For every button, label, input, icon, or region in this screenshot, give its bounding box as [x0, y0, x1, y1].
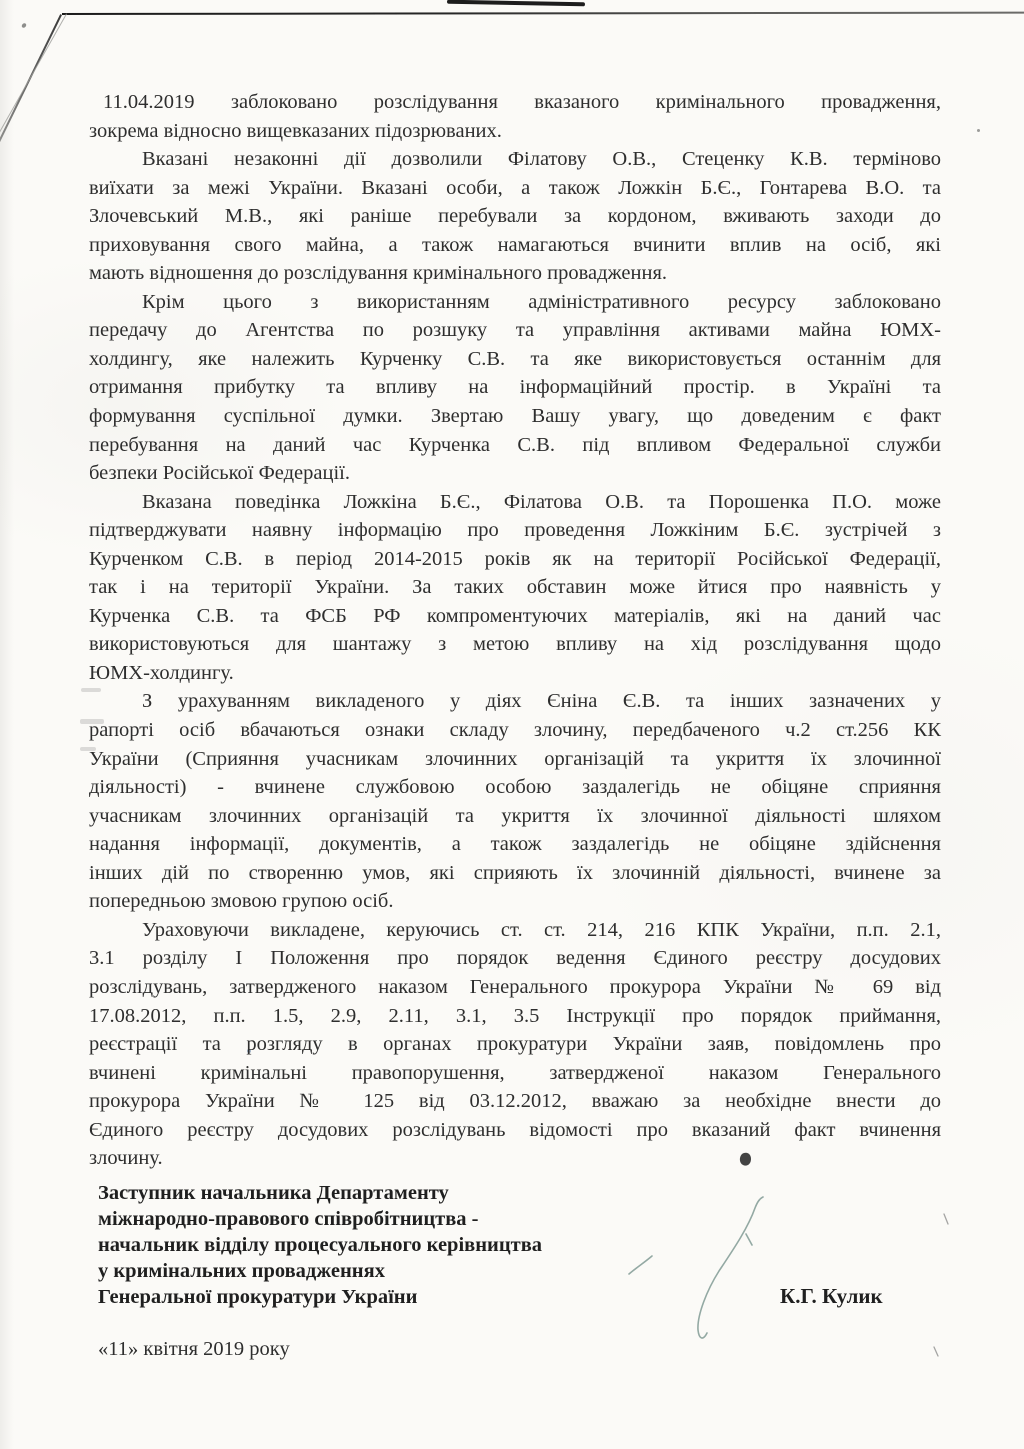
text-line: злочину.	[89, 1147, 163, 1170]
text-line: України (Сприяння учасникам злочинних організацій та укриття їх злочинної	[89, 747, 941, 770]
text-line: формування суспільної думки. Звертаю Вашу увагу, що доведеним є факт	[89, 405, 941, 428]
signatory-name: К.Г. Кулик	[780, 1284, 883, 1308]
text-line: З урахуванням викладеного у діях Єніна Є.В. та інших зазначених у	[142, 690, 941, 713]
scan-edge-dark-segment	[447, 0, 585, 6]
paper-speck	[21, 22, 27, 28]
text-line: попередньою змовою групою осіб.	[89, 890, 394, 913]
signature-title-line: міжнародно-правового співробітництва -	[98, 1208, 479, 1230]
signature-title-line: Генеральної прокуратури України	[98, 1286, 418, 1308]
text-line: виїхати за межі України. Вказані особи, а також Ложкін Б.Є., Гонтарева В.О. та	[89, 176, 941, 199]
text-line: учасникам злочинних організацій та укриття їх злочинної діяльності шляхом	[89, 804, 941, 827]
text-line: інших дій по створенню умов, які сприяють їх злочинній діяльності, вчинене за	[89, 861, 941, 884]
text-line: Курченка С.В. та ФСБ РФ компроментуючих матеріалів, які на даний час	[89, 604, 941, 627]
text-line: так і на території України. За таких обставин може йтися про наявність у	[89, 576, 941, 599]
text-line: Курченком С.В. в період 2014-2015 років як на території Російської Федерації,	[89, 547, 941, 570]
paragraph-6	[89, 916, 941, 1173]
paragraph-1	[89, 88, 941, 145]
text-line: передачу до Агентства по розшуку та управління активами майна ЮМХ-	[89, 319, 941, 342]
corner-crease-line-faint	[0, 13, 67, 146]
text-line: Вказана поведінка Ложкіна Б.Є., Філатова О.В. та Порошенка П.О. може	[142, 490, 941, 513]
paragraph-5	[89, 687, 941, 915]
text-line: діяльності) - вчинене службовою особою заздалегідь не обіцяне сприяння	[89, 776, 941, 799]
signature-title-line: у кримінальних провадженнях	[98, 1260, 385, 1282]
text-line: Ураховуючи викладене, керуючись ст. ст. 214, 216 КПК України, п.п. 2.1,	[142, 918, 941, 941]
text-line: реєстрації та розгляду в органах прокуратури України заяв, повідомлень про	[89, 1033, 941, 1056]
text-line: 3.1 розділу І Положення про порядок ведення Єдиного реєстру досудових	[89, 947, 941, 970]
text-line: підтверджувати наявну інформацію про проведення Ложкіним Б.Є. зустрічей з	[89, 519, 941, 542]
signature-title-line: Заступник начальника Департаменту	[98, 1182, 449, 1204]
text-line: рапорті осіб вбачаються ознаки складу злочину, передбаченого ч.2 ст.256 КК	[89, 719, 941, 742]
date-line: «11» квітня 2019 року	[98, 1338, 290, 1360]
text-line: Крім цього з використанням адміністративного ресурсу заблоковано	[142, 290, 941, 313]
text-line: використовуються для шантажу з метою впливу на хід розслідування щодо	[89, 633, 941, 656]
signature-title-line: начальник відділу процесуального керівництва	[98, 1234, 543, 1256]
paragraph-2	[89, 145, 941, 288]
text-line: Єдиного реєстру досудових розслідувань відомості про вказаний факт вчинення	[89, 1118, 941, 1141]
text-line: вчинені кримінальні правопорушення, затвердженої наказом Генерального	[89, 1061, 941, 1084]
text-line: 17.08.2012, п.п. 1.5, 2.9, 2.11, 3.1, 3.5 Інструкції про порядок приймання,	[89, 1004, 941, 1027]
text-line: 11.04.2019 заблоковано розслідування вказаного кримінального провадження,	[103, 91, 941, 113]
text-line: ЮМХ-холдингу.	[89, 661, 234, 684]
text-line: Вказані незаконні дії дозволили Філатову О.В., Стеценку К.В. терміново	[142, 148, 941, 171]
text-line: розслідувань, затвердженого наказом Генерального прокурора України № 69 від	[89, 975, 941, 998]
text-line: перебування на даний час Курченка С.В. під впливом Федеральної служби	[89, 433, 941, 456]
document-body	[89, 88, 941, 1173]
scan-edge-line	[62, 12, 1024, 15]
text-line: надання інформації, документів, а також заздалегідь не обіцяне здійснення	[89, 833, 941, 856]
corner-crease-line	[0, 14, 62, 143]
paper-speck	[977, 129, 980, 132]
text-line: Злочевський М.В., які раніше перебували за кордоном, вживають заходи до	[89, 205, 941, 228]
text-line: безпеки Російської Федерації.	[89, 462, 350, 485]
text-line: мають відношення до розслідування кримінального провадження.	[89, 262, 667, 285]
text-line: зокрема відносно вищевказаних підозрюваних.	[89, 119, 502, 142]
text-line: прокурора України № 125 від 03.12.2012, вважаю за необхідне внести до	[89, 1090, 941, 1113]
text-line: приховування свого майна, а також намагаються вчинити вплив на осіб, які	[89, 233, 941, 256]
signature-title-block	[98, 1180, 542, 1310]
paragraph-4	[89, 488, 941, 688]
paragraph-3	[89, 288, 941, 488]
text-line: холдингу, яке належить Курченку С.В. та яке використовується останнім для	[89, 347, 941, 370]
text-line: отримання прибутку та впливу на інформаційний простір. в Україні та	[89, 376, 941, 399]
